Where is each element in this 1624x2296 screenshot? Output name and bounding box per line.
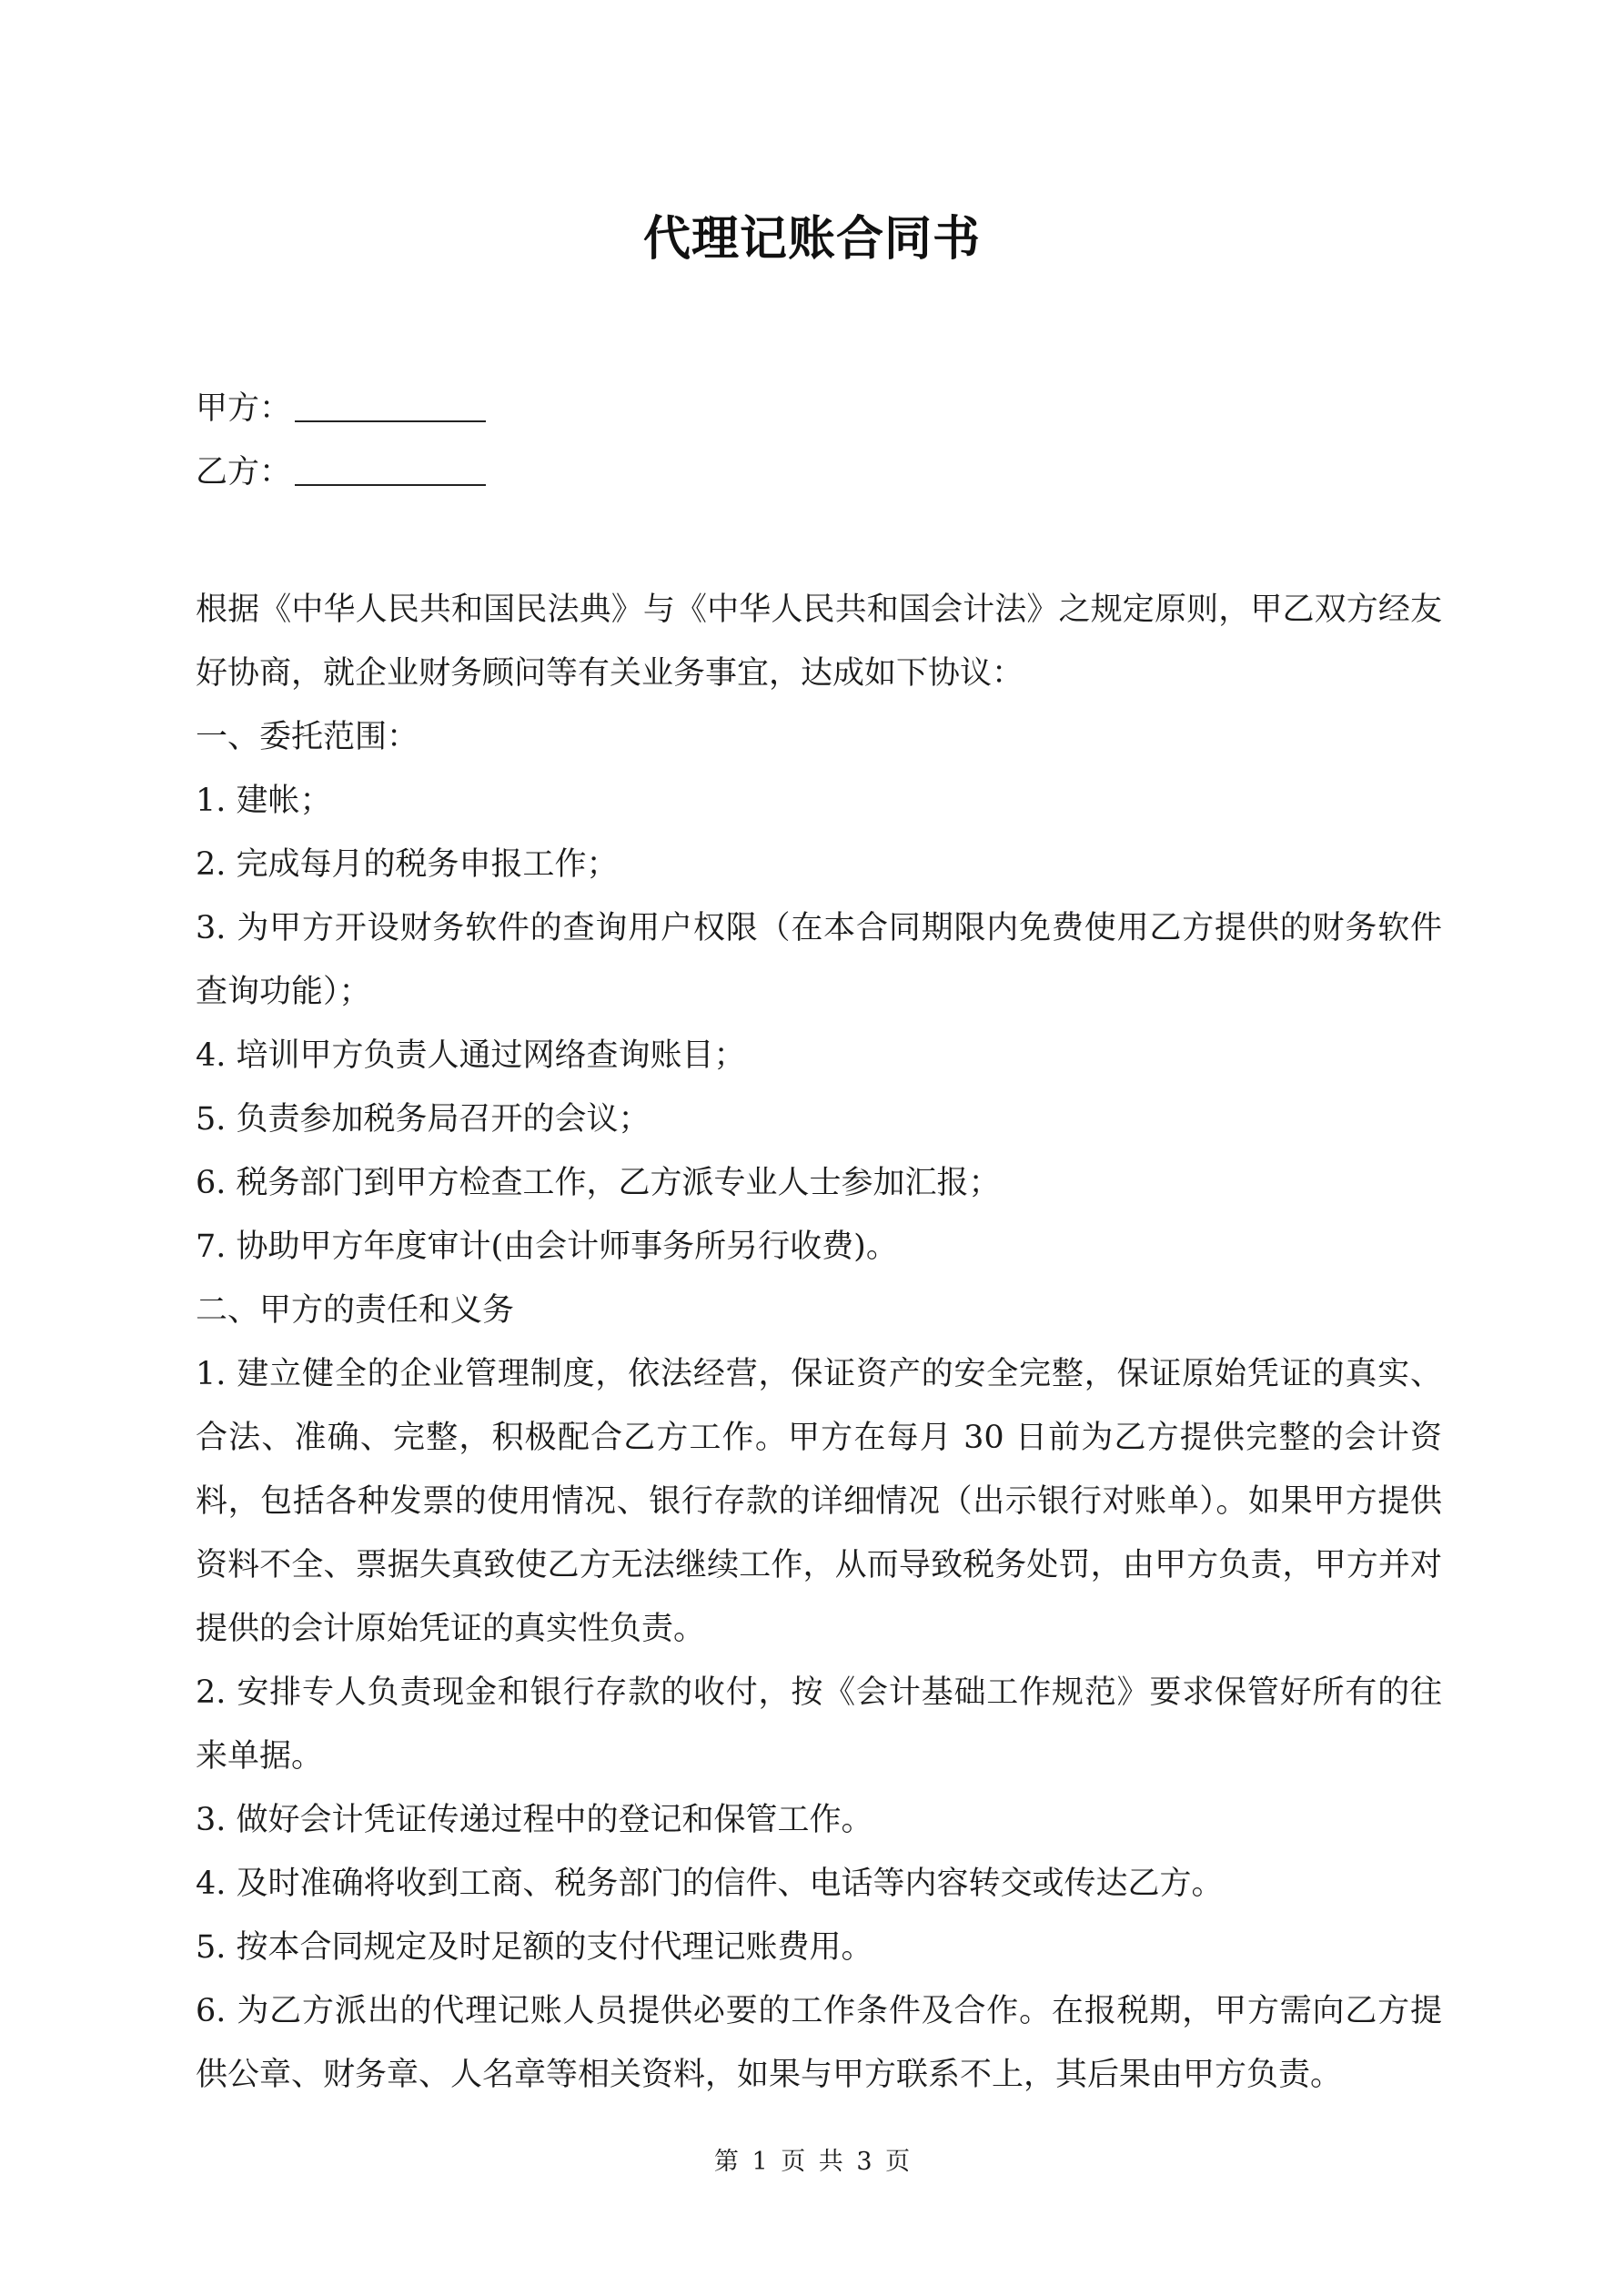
duty-item-6: 6. 为乙方派出的代理记账人员提供必要的工作条件及合作。在报税期，甲方需向乙方提供公章、财务章、人名章等相关资料，如果与甲方联系不上，其后果由甲方负责。	[196, 1993, 1442, 2093]
scope-item-1: 1. 建帐；	[196, 783, 332, 819]
scope-item-6: 6. 税务部门到甲方检查工作，乙方派专业人士参加汇报；	[196, 1165, 1001, 1201]
party-b-blank	[295, 450, 486, 486]
duty-item-4: 4. 及时准确将收到工商、税务部门的信件、电话等内容转交或传达乙方。	[196, 1866, 1224, 1902]
party-a-blank	[295, 386, 486, 422]
duty-item-1: 1. 建立健全的企业管理制度，依法经营，保证资产的安全完整，保证原始凭证的真实、合法、准确、完整，积极配合乙方工作。甲方在每月 30 日前为乙方提供完整的会计资料，包括各种发票的使用情况、银行存款的详细情况（出示银行对账单）。如果甲方提供资料不全、票据失真致使乙方无法继续工作，从而导致税务处罚，由甲方负责，甲方并对提供的会计原始凭证的真实性负责。	[196, 1356, 1442, 1647]
page-number-footer: 第 1 页 共 3 页	[713, 2148, 911, 2176]
scope-item-2: 2. 完成每月的税务申报工作；	[196, 846, 619, 883]
page-title: 代理记账合同书	[642, 212, 981, 267]
party-b-line	[196, 450, 1433, 513]
preamble-paragraph: 根据《中华人民共和国民法典》与《中华人民共和国会计法》之规定原则，甲乙双方经友好协商，就企业财务顾问等有关业务事宜，达成如下协议：	[196, 592, 1442, 692]
scope-item-7: 7. 协助甲方年度审计(由会计师事务所另行收费)。	[196, 1229, 898, 1265]
scope-item-4: 4. 培训甲方负责人通过网络查询账目；	[196, 1037, 746, 1074]
party-a-label: 甲方：	[196, 390, 292, 427]
party-fields	[196, 386, 1433, 513]
contract-body	[196, 578, 1442, 2107]
section-heading-party-a-duties: 二、甲方的责任和义务	[196, 1292, 515, 1329]
duty-item-5: 5. 按本合同规定及时足额的支付代理记账费用。	[196, 1929, 873, 1966]
duty-item-3: 3. 做好会计凭证传递过程中的登记和保管工作。	[196, 1802, 873, 1838]
section-heading-scope: 一、委托范围：	[196, 719, 419, 755]
duty-item-2: 2. 安排专人负责现金和银行存款的收付，按《会计基础工作规范》要求保管好所有的往来单据。	[196, 1674, 1442, 1775]
scope-item-5: 5. 负责参加税务局召开的会议；	[196, 1101, 651, 1138]
party-a-line	[196, 386, 1433, 450]
party-b-label: 乙方：	[196, 454, 292, 491]
scope-item-3: 3. 为甲方开设财务软件的查询用户权限（在本合同期限内免费使用乙方提供的财务软件查询功能）；	[196, 910, 1442, 1010]
